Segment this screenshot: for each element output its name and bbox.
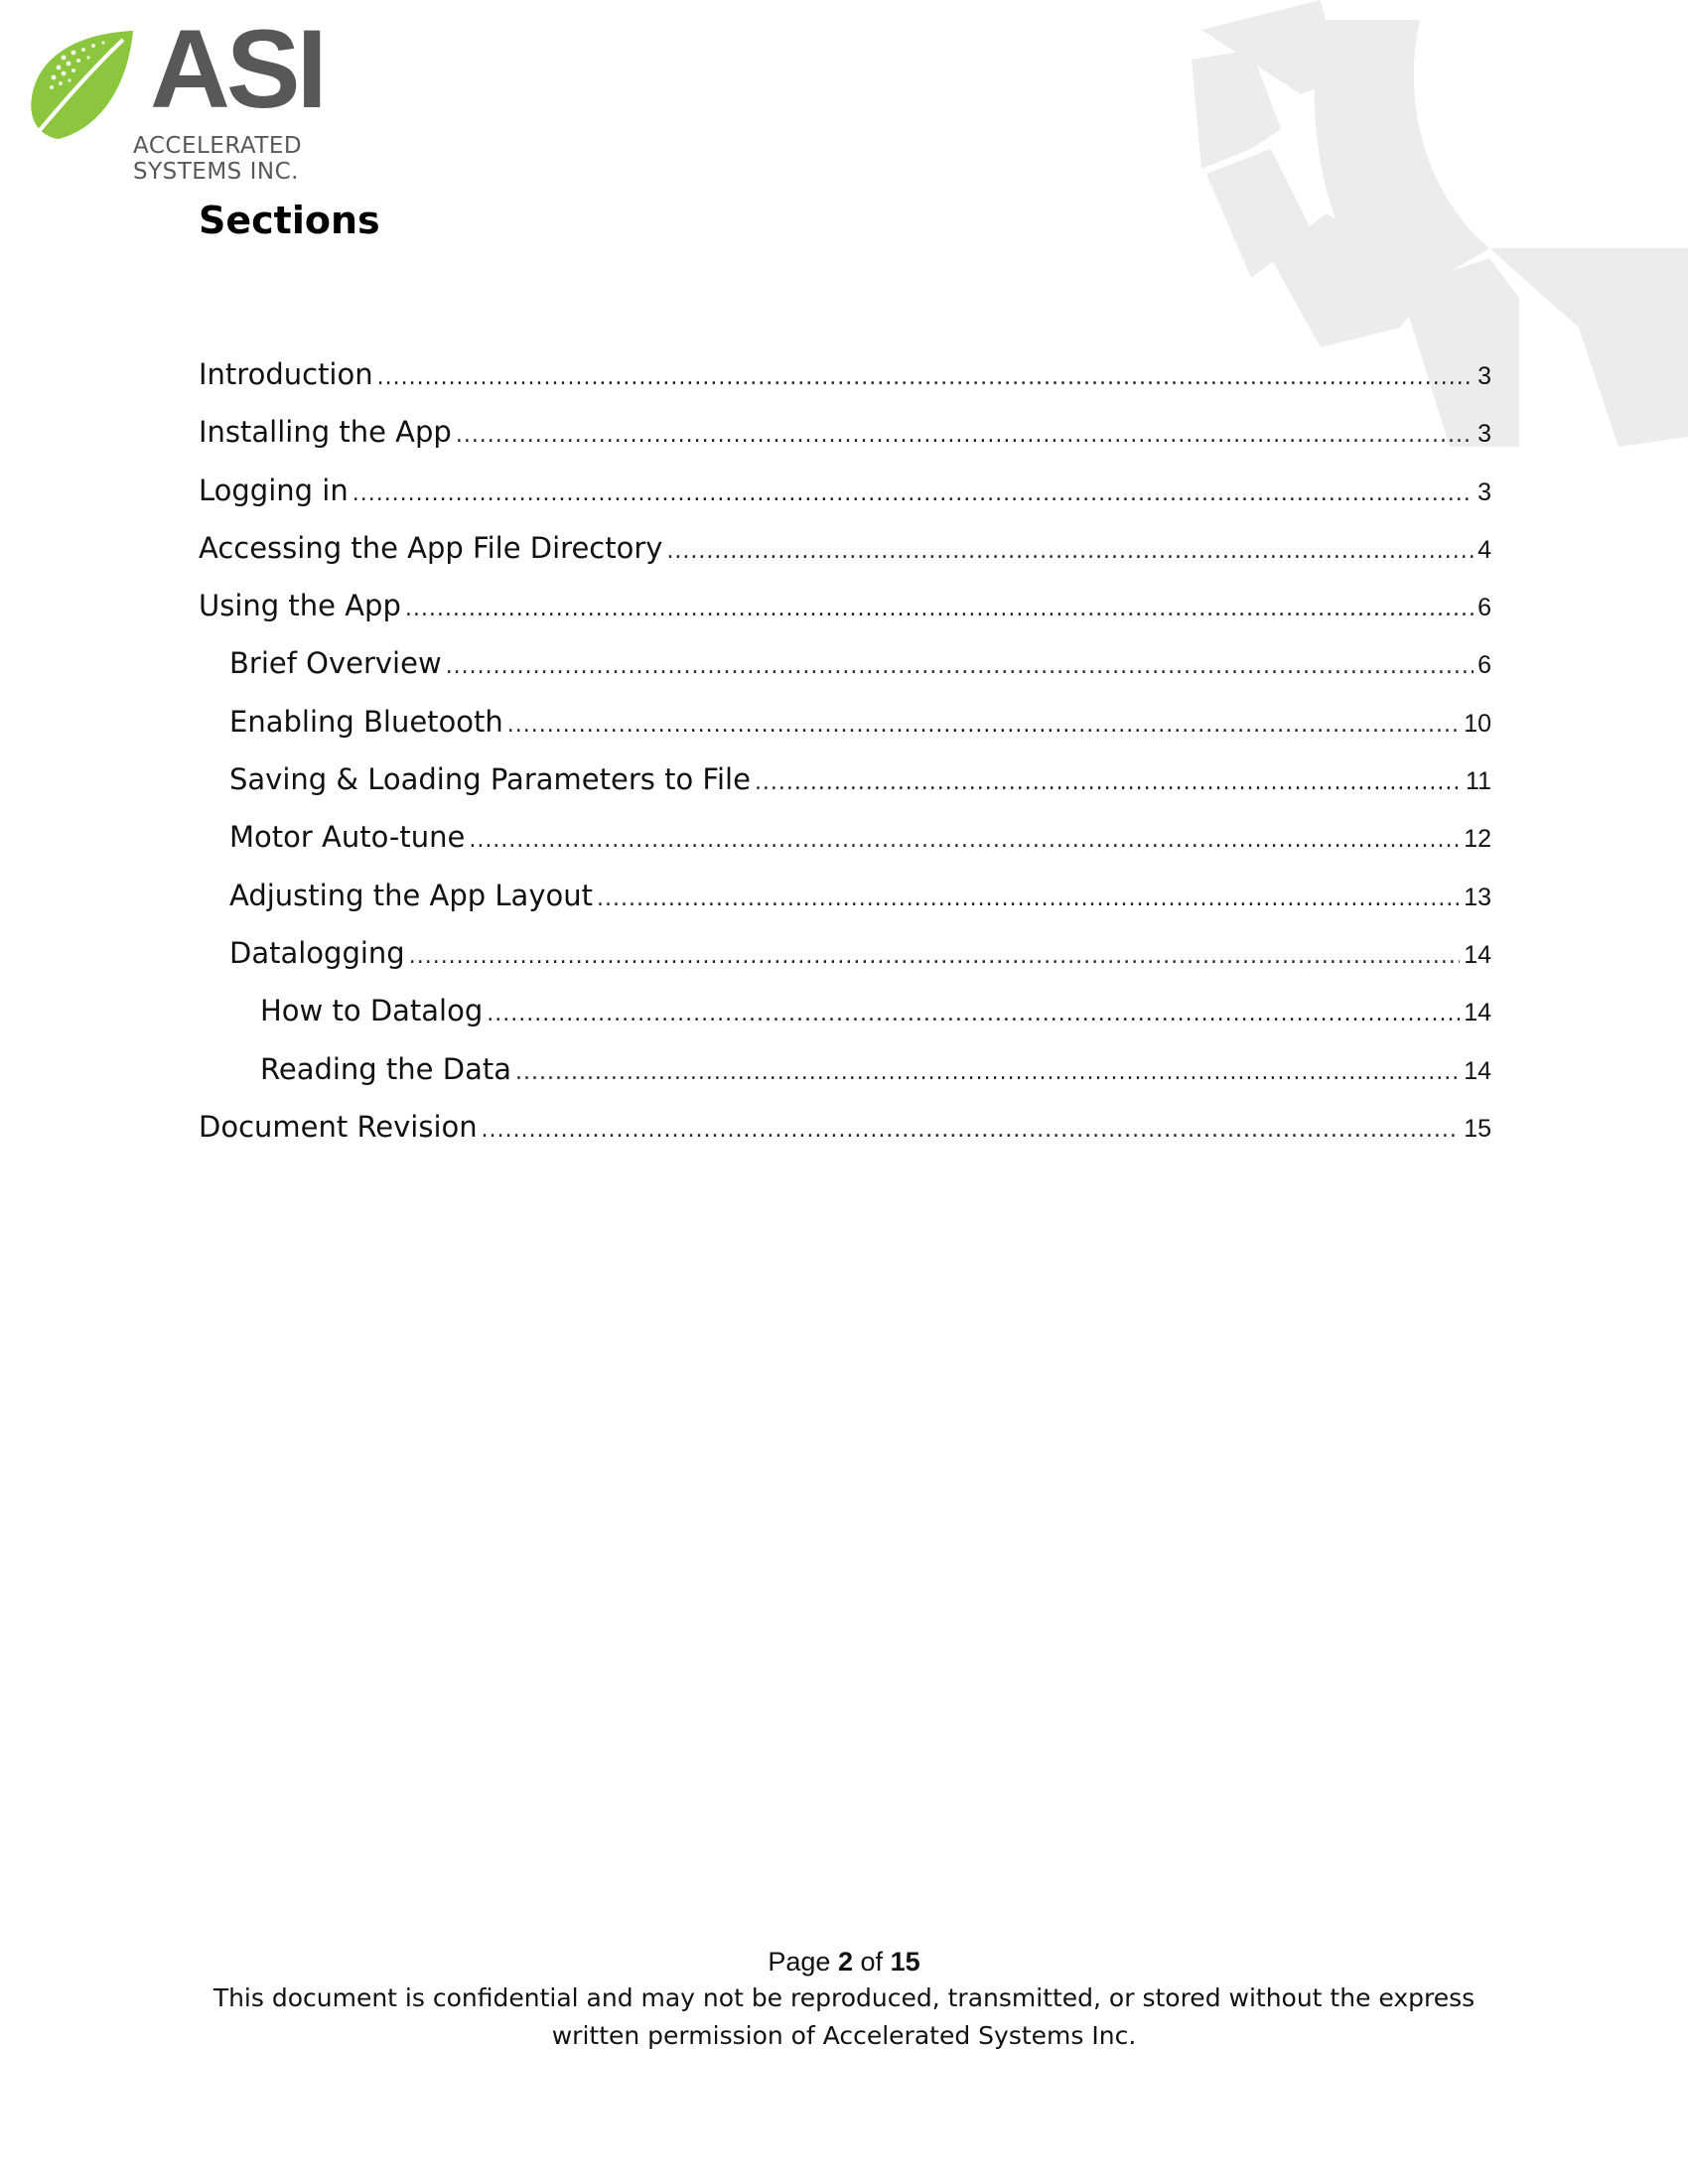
toc-entry-page: 6 bbox=[1477, 594, 1491, 622]
toc-leader-dots bbox=[456, 423, 1474, 448]
table-of-contents bbox=[199, 357, 1491, 1167]
toc-leader-dots bbox=[515, 1060, 1460, 1085]
leaf-icon bbox=[24, 28, 143, 152]
company-logo bbox=[24, 7, 342, 197]
toc-entry-introduction[interactable] bbox=[199, 357, 1491, 415]
toc-entry-page: 3 bbox=[1477, 420, 1491, 449]
toc-entry-page: 14 bbox=[1464, 999, 1491, 1027]
total-pages-number: 15 bbox=[890, 1947, 920, 1977]
toc-entry-title: Using the App bbox=[199, 589, 401, 623]
of-word: of bbox=[860, 1947, 884, 1977]
logo-subtitle bbox=[133, 133, 302, 185]
toc-entry-title: Document Revision bbox=[199, 1109, 478, 1144]
toc-entry-datalogging[interactable] bbox=[199, 936, 1491, 994]
toc-entry-title: How to Datalog bbox=[260, 994, 484, 1028]
toc-leader-dots bbox=[352, 481, 1474, 506]
toc-entry-title: Reading the Data bbox=[260, 1051, 511, 1086]
toc-entry-page: 11 bbox=[1466, 767, 1491, 796]
toc-entry-document-revision[interactable] bbox=[199, 1110, 1491, 1167]
toc-entry-title: Adjusting the App Layout bbox=[229, 878, 593, 912]
toc-entry-title: Saving & Loading Parameters to File bbox=[229, 762, 751, 797]
toc-leader-dots bbox=[377, 365, 1474, 390]
toc-entry-title: Installing the App bbox=[199, 415, 452, 450]
logo-subtitle-line2: SYSTEMS INC. bbox=[133, 159, 299, 185]
toc-entry-page: 10 bbox=[1464, 709, 1491, 738]
toc-entry-page: 13 bbox=[1464, 883, 1491, 911]
toc-leader-dots bbox=[507, 713, 1460, 738]
toc-leader-dots bbox=[405, 597, 1474, 621]
toc-entry-page: 3 bbox=[1477, 478, 1491, 506]
toc-entry-how-to-datalog[interactable] bbox=[199, 994, 1491, 1051]
toc-entry-page: 4 bbox=[1477, 535, 1491, 564]
toc-leader-dots bbox=[666, 539, 1474, 564]
toc-entry-accessing-file-directory[interactable] bbox=[199, 531, 1491, 589]
toc-entry-page: 14 bbox=[1464, 1056, 1491, 1085]
toc-leader-dots bbox=[755, 770, 1462, 795]
toc-entry-enabling-bluetooth[interactable] bbox=[199, 705, 1491, 762]
toc-entry-title: Datalogging bbox=[229, 935, 405, 970]
toc-entry-page: 15 bbox=[1464, 1114, 1491, 1143]
page-number bbox=[0, 1944, 1688, 1979]
toc-entry-title: Enabling Bluetooth bbox=[229, 704, 503, 739]
toc-entry-title: Accessing the App File Directory bbox=[199, 530, 663, 565]
toc-entry-page: 3 bbox=[1477, 362, 1491, 390]
toc-entry-installing-the-app[interactable] bbox=[199, 415, 1491, 473]
toc-leader-dots bbox=[482, 1118, 1461, 1143]
page-word: Page bbox=[768, 1947, 831, 1977]
toc-entry-using-the-app[interactable] bbox=[199, 589, 1491, 646]
toc-entry-brief-overview[interactable] bbox=[199, 646, 1491, 704]
page-footer bbox=[0, 1944, 1688, 2055]
current-page-number: 2 bbox=[837, 1947, 853, 1977]
toc-entry-saving-loading-parameters[interactable] bbox=[199, 762, 1491, 820]
toc-leader-dots bbox=[487, 1002, 1460, 1026]
toc-leader-dots bbox=[446, 654, 1474, 679]
toc-entry-title: Brief Overview bbox=[229, 646, 442, 681]
toc-entry-page: 14 bbox=[1464, 940, 1491, 969]
toc-entry-title: Motor Auto-tune bbox=[229, 820, 466, 855]
confidentiality-notice-line1: This document is confidential and may not be reproduced, transmitted, or stored without the express bbox=[212, 1983, 1476, 2012]
toc-leader-dots bbox=[597, 887, 1460, 911]
toc-entry-adjusting-layout[interactable] bbox=[199, 879, 1491, 936]
toc-entry-reading-the-data[interactable] bbox=[199, 1052, 1491, 1110]
confidentiality-notice-line2: written permission of Accelerated Systems Inc. bbox=[551, 2021, 1137, 2050]
toc-entry-motor-auto-tune[interactable] bbox=[199, 820, 1491, 878]
toc-entry-logging-in[interactable] bbox=[199, 474, 1491, 531]
toc-entry-title: Introduction bbox=[199, 357, 373, 391]
toc-entry-page: 12 bbox=[1464, 825, 1491, 854]
logo-subtitle-line1: ACCELERATED bbox=[133, 133, 303, 159]
toc-entry-title: Logging in bbox=[199, 473, 349, 507]
logo-wordmark: ASI bbox=[150, 7, 324, 131]
page-title: Sections bbox=[199, 199, 380, 242]
toc-leader-dots bbox=[469, 828, 1460, 853]
toc-entry-page: 6 bbox=[1477, 651, 1491, 680]
toc-leader-dots bbox=[409, 944, 1460, 969]
